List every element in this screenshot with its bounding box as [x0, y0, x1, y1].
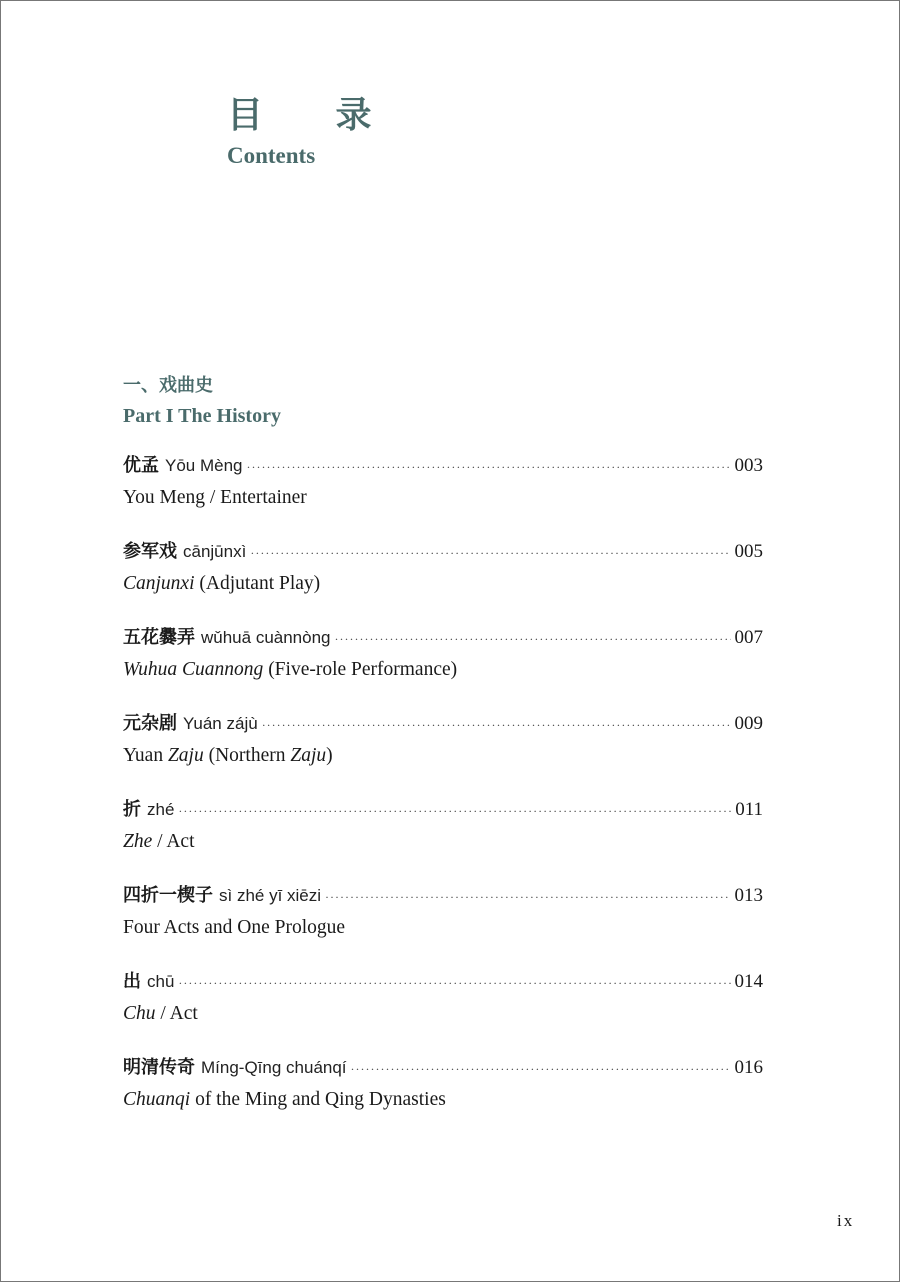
entry-page-number: 014	[734, 971, 763, 992]
entry-pinyin: sì zhé yī xiēzi	[219, 886, 322, 905]
entry-pinyin: cānjūnxì	[183, 542, 247, 561]
entry-chinese-title: 元杂剧	[123, 713, 177, 734]
entry-chinese-title: 五花爨弄	[123, 627, 195, 648]
entry-english-title-part: / Act	[152, 831, 195, 852]
entry-english-title-part: Zaju	[290, 745, 327, 766]
contents-title-chinese: 目 录	[227, 94, 402, 136]
entry-english-title	[123, 1003, 763, 1025]
dot-leader	[351, 1062, 731, 1077]
contents-title-english: Contents	[227, 143, 316, 168]
dot-leader	[325, 890, 730, 905]
toc-entry-line	[123, 623, 763, 651]
entry-chinese-title: 折	[123, 799, 141, 820]
entry-page-number: 003	[734, 455, 763, 476]
entry-english-title	[123, 487, 763, 509]
entry-chinese-title: 优孟	[123, 455, 159, 476]
toc-entry[interactable]	[123, 709, 763, 795]
entry-english-title-part: (Northern	[203, 745, 291, 766]
entry-pinyin: wǔhuā cuànnòng	[201, 628, 331, 647]
entry-pinyin: chū	[147, 972, 175, 991]
entry-english-title	[123, 1089, 763, 1111]
entry-english-title-part: (Adjutant Play)	[194, 573, 321, 594]
toc-entry-line	[123, 1053, 763, 1081]
toc-entry-line	[123, 967, 763, 995]
entry-chinese-title: 四折一楔子	[123, 885, 213, 906]
dot-leader	[335, 632, 731, 647]
entry-english-title-part: of the Ming and Qing Dynasties	[190, 1089, 446, 1110]
entry-english-title	[123, 745, 763, 767]
entry-english-title-part: You Meng / Entertainer	[123, 487, 307, 508]
entry-english-title-part: / Act	[155, 1003, 198, 1024]
entry-pinyin: Míng-Qīng chuánqí	[201, 1058, 347, 1077]
entry-english-title-part: Zaju	[167, 745, 204, 766]
entry-english-title-part: Chu	[123, 1003, 156, 1024]
dot-leader	[247, 460, 731, 475]
entry-page-number: 007	[734, 627, 763, 648]
dot-leader	[262, 718, 731, 733]
dot-leader	[250, 546, 730, 561]
toc-entry[interactable]	[123, 881, 763, 967]
toc-entry-line	[123, 881, 763, 909]
entry-english-title	[123, 573, 763, 595]
part-title-chinese: 一、戏曲史	[123, 375, 213, 396]
toc-entry[interactable]	[123, 1053, 763, 1139]
entry-english-title-part: )	[326, 745, 333, 766]
entry-english-title-part: Chuanqi	[123, 1089, 191, 1110]
entry-english-title-part: Wuhua Cuannong	[123, 659, 264, 680]
entry-english-title	[123, 917, 763, 939]
dot-leader	[178, 976, 730, 991]
part-title-english: Part I The History	[123, 405, 281, 427]
toc-entry-line	[123, 451, 763, 479]
entry-chinese-title: 明清传奇	[123, 1057, 195, 1078]
entry-english-title-part: Four Acts and One Prologue	[123, 917, 346, 938]
entry-pinyin: Yōu Mèng	[165, 456, 243, 475]
toc-entry[interactable]	[123, 967, 763, 1053]
entry-page-number: 005	[734, 541, 763, 562]
toc-entry[interactable]	[123, 537, 763, 623]
entry-chinese-title: 出	[123, 971, 141, 992]
toc-entry[interactable]	[123, 451, 763, 537]
entry-page-number: 009	[734, 713, 763, 734]
entry-english-title-part: Yuan	[123, 745, 168, 766]
toc-entry-line	[123, 709, 763, 737]
entry-english-title-part: Zhe	[123, 831, 153, 852]
dot-leader	[178, 804, 731, 819]
entry-chinese-title: 参军戏	[123, 541, 177, 562]
entry-english-title-part: Canjunxi	[123, 573, 195, 594]
toc-entry[interactable]	[123, 795, 763, 881]
toc-entry[interactable]	[123, 623, 763, 709]
entry-pinyin: zhé	[147, 800, 175, 819]
toc-entry-line	[123, 537, 763, 565]
entry-page-number: 011	[735, 799, 763, 820]
toc-entries	[123, 451, 763, 1139]
entry-page-number: 013	[734, 885, 763, 906]
entry-pinyin: Yuán zájù	[183, 714, 258, 733]
entry-english-title-part: (Five-role Performance)	[263, 659, 458, 680]
page-folio: ix	[837, 1211, 855, 1230]
toc-entry-line	[123, 795, 763, 823]
entry-page-number: 016	[734, 1057, 763, 1078]
entry-english-title	[123, 659, 763, 681]
entry-english-title	[123, 831, 763, 853]
